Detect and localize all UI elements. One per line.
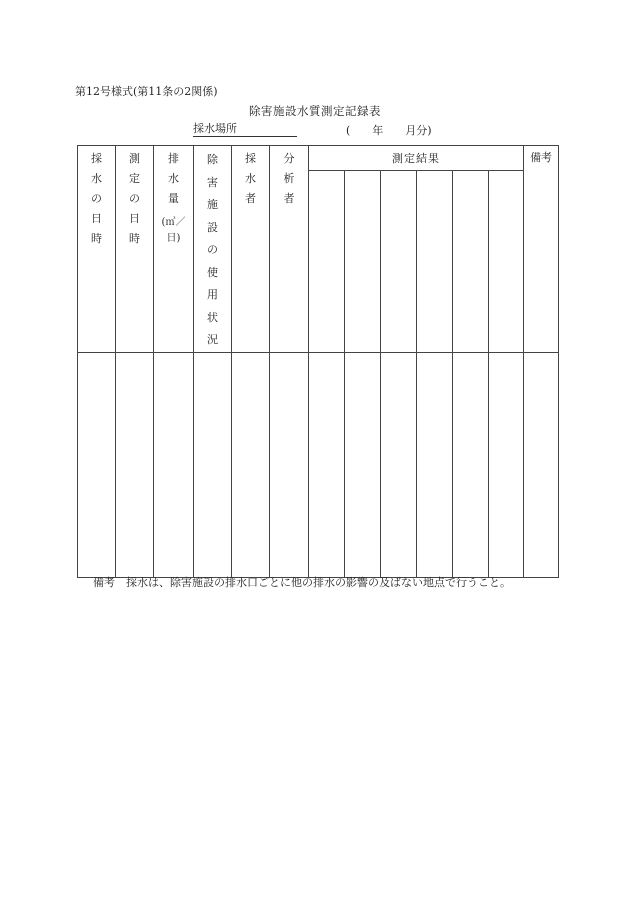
data-cell (489, 352, 524, 577)
result-cell (489, 170, 524, 352)
header-analyst: 分 析 者 (270, 146, 309, 353)
data-cell (381, 352, 417, 577)
result-cell (345, 170, 381, 352)
result-cell (417, 170, 453, 352)
data-cell (232, 352, 270, 577)
date-label: ( 年 月分) (346, 124, 432, 137)
header-discharge-volume: 排 水 量 (㎥／ 日) (154, 146, 194, 353)
data-cell (78, 352, 116, 577)
discharge-volume-unit: (㎥／ (161, 217, 186, 228)
data-cell (154, 352, 194, 577)
data-cell (309, 352, 345, 577)
header-facility-usage: 除 害 施 設 の 使 用 状 況 (194, 146, 232, 353)
data-cell (270, 352, 309, 577)
remarks-note: 備考 採水は、除害施設の排水口ごとに他の排水の影響の及ばない地点で行うこと。 (93, 576, 511, 589)
form-title: 除害施設水質測定記録表 (249, 104, 381, 118)
data-cell (524, 352, 559, 577)
result-cell (309, 170, 345, 352)
header-remarks: 備考 (524, 146, 559, 353)
result-cell (453, 170, 489, 352)
header-measurement-results: 測定結果 (309, 146, 524, 171)
data-cell (116, 352, 154, 577)
data-cell (453, 352, 489, 577)
form-number: 第12号様式(第11条の2関係) (75, 85, 218, 98)
header-measurement-datetime: 測 定 の 日 時 (116, 146, 154, 353)
data-cell (345, 352, 381, 577)
result-cell (381, 170, 417, 352)
record-table (77, 145, 559, 578)
data-cell (194, 352, 232, 577)
header-sampler: 採 水 者 (232, 146, 270, 353)
data-cell (417, 352, 453, 577)
table-row (78, 352, 559, 577)
header-sampling-datetime: 採 水 の 日 時 (78, 146, 116, 353)
sampling-place-label: 採水場所 (193, 122, 297, 137)
